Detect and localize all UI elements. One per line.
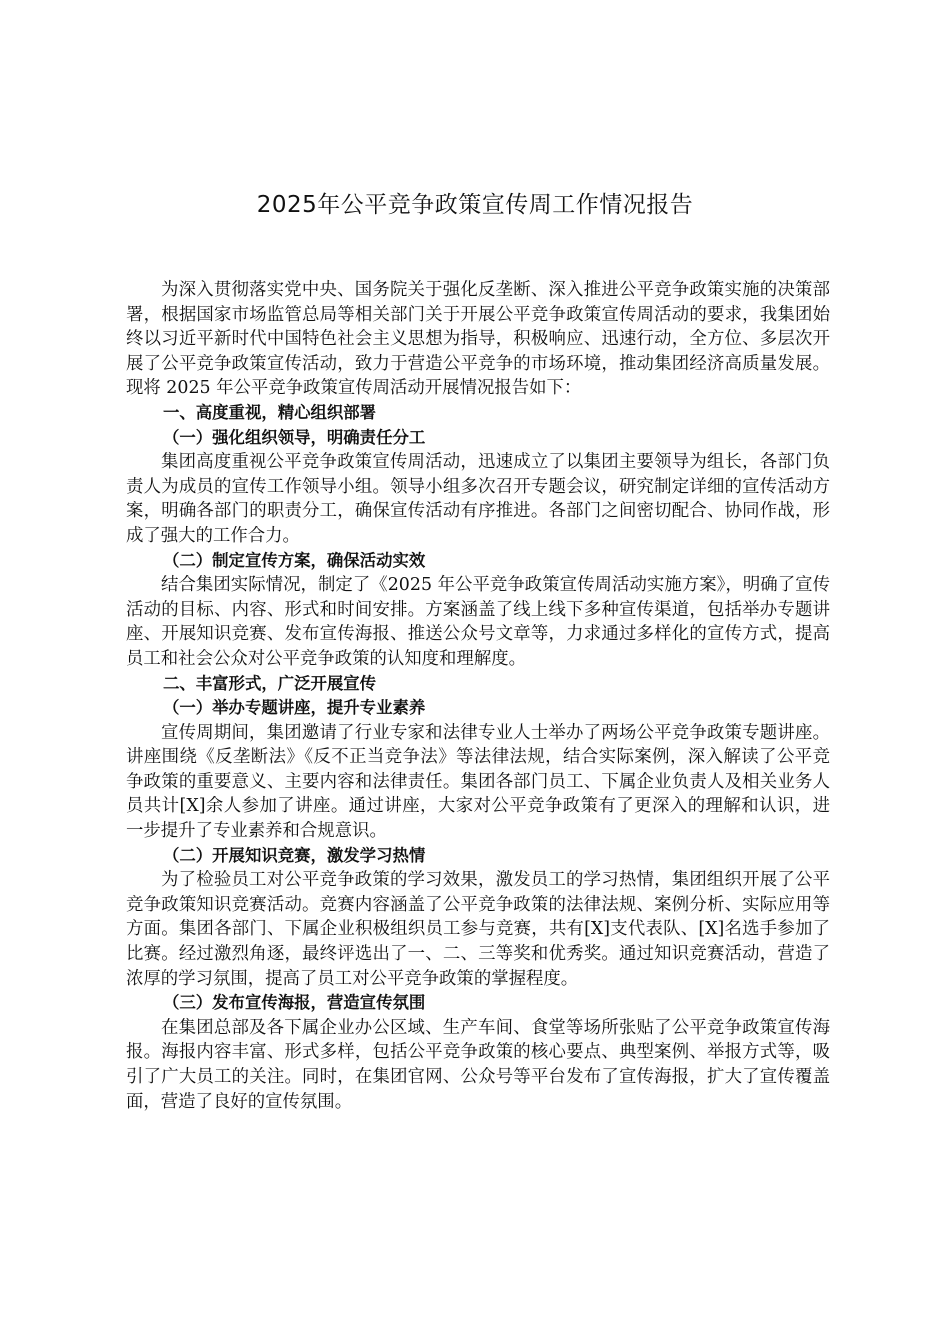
subsection-heading-2-1: （一）举办专题讲座，提升专业素养 bbox=[163, 698, 426, 718]
paragraph-2-2: 为了检验员工对公平竞争政策的学习效果，激发员工的学习热情，集团组织开展了公平竞争政策知识竞赛活动。竞赛内容涵盖了公平竞争政策的法律法规、案例分析、实际应用等方面。集团各部门、下属企业积极组织员工参与竞赛，共有[X]支代表队、[X]名选手参加了比赛。经过激烈角逐，最终评选出了一、二、三等奖和优秀奖。通过知识竞赛活动，营造了浓厚的学习氛围，提高了员工对公平竞争政策的掌握程度。 bbox=[126, 870, 830, 989]
intro-paragraph: 为深入贯彻落实党中央、国务院关于强化反垄断、深入推进公平竞争政策实施的决策部署，根据国家市场监管总局等相关部门关于开展公平竞争政策宣传周活动的要求，我集团始终以习近平新时代中国特色社会主义思想为指导，积极响应、迅速行动，全方位、多层次开展了公平竞争政策宣传活动，致力于营造公平竞争的市场环境，推动集团经济高质量发展。现将 2025 年公平竞争政策宣传周活动开展情况报告如下： bbox=[126, 280, 830, 399]
paragraph-1-2: 结合集团实际情况，制定了《2025 年公平竞争政策宣传周活动实施方案》，明确了宣传活动的目标、内容、形式和时间安排。方案涵盖了线上线下多种宣传渠道，包括举办专题讲座、开展知识竞赛、发布宣传海报、推送公众号文章等，力求通过多样化的宣传方式，提高员工和社会公众对公平竞争政策的认知度和理解度。 bbox=[126, 575, 830, 669]
subsection-heading-1-2: （二）制定宣传方案，确保活动实效 bbox=[163, 550, 426, 570]
paragraph-2-1: 宣传周期间，集团邀请了行业专家和法律专业人士举办了两场公平竞争政策专题讲座。讲座围绕《反垄断法》《反不正当竞争法》等法律法规，结合实际案例，深入解读了公平竞争政策的重要意义、主要内容和法律责任。集团各部门员工、下属企业负责人及相关业务人员共计[X]余人参加了讲座。通过讲座，大家对公平竞争政策有了更深入的理解和认识，进一步提升了专业素养和合规意识。 bbox=[126, 722, 830, 842]
document-title: 2025年公平竞争政策宣传周工作情况报告 bbox=[256, 192, 694, 218]
subsection-heading-2-3: （三）发布宣传海报，营造宣传氛围 bbox=[163, 993, 426, 1013]
subsection-heading-1-1: （一）强化组织领导，明确责任分工 bbox=[163, 427, 426, 447]
document-body bbox=[126, 278, 830, 1114]
subsection-heading-2-2: （二）开展知识竞赛，激发学习热情 bbox=[163, 845, 426, 865]
paragraph-1-1: 集团高度重视公平竞争政策宣传周活动，迅速成立了以集团主要领导为组长，各部门负责人为成员的宣传工作领导小组。领导小组多次召开专题会议，研究制定详细的宣传活动方案，明确各部门的职责分工，确保宣传活动有序推进。各部门之间密切配合、协同作战，形成了强大的工作合力。 bbox=[126, 452, 830, 546]
section-heading-1: 一、高度重视，精心组织部署 bbox=[163, 402, 377, 422]
section-heading-2: 二、丰富形式，广泛开展宣传 bbox=[163, 673, 377, 693]
paragraph-2-3: 在集团总部及各下属企业办公区域、生产车间、食堂等场所张贴了公平竞争政策宣传海报。海报内容丰富、形式多样，包括公平竞争政策的核心要点、典型案例、举报方式等，吸引了广大员工的关注。同时，在集团官网、公众号等平台发布了宣传海报，扩大了宣传覆盖面，营造了良好的宣传氛围。 bbox=[126, 1017, 830, 1112]
